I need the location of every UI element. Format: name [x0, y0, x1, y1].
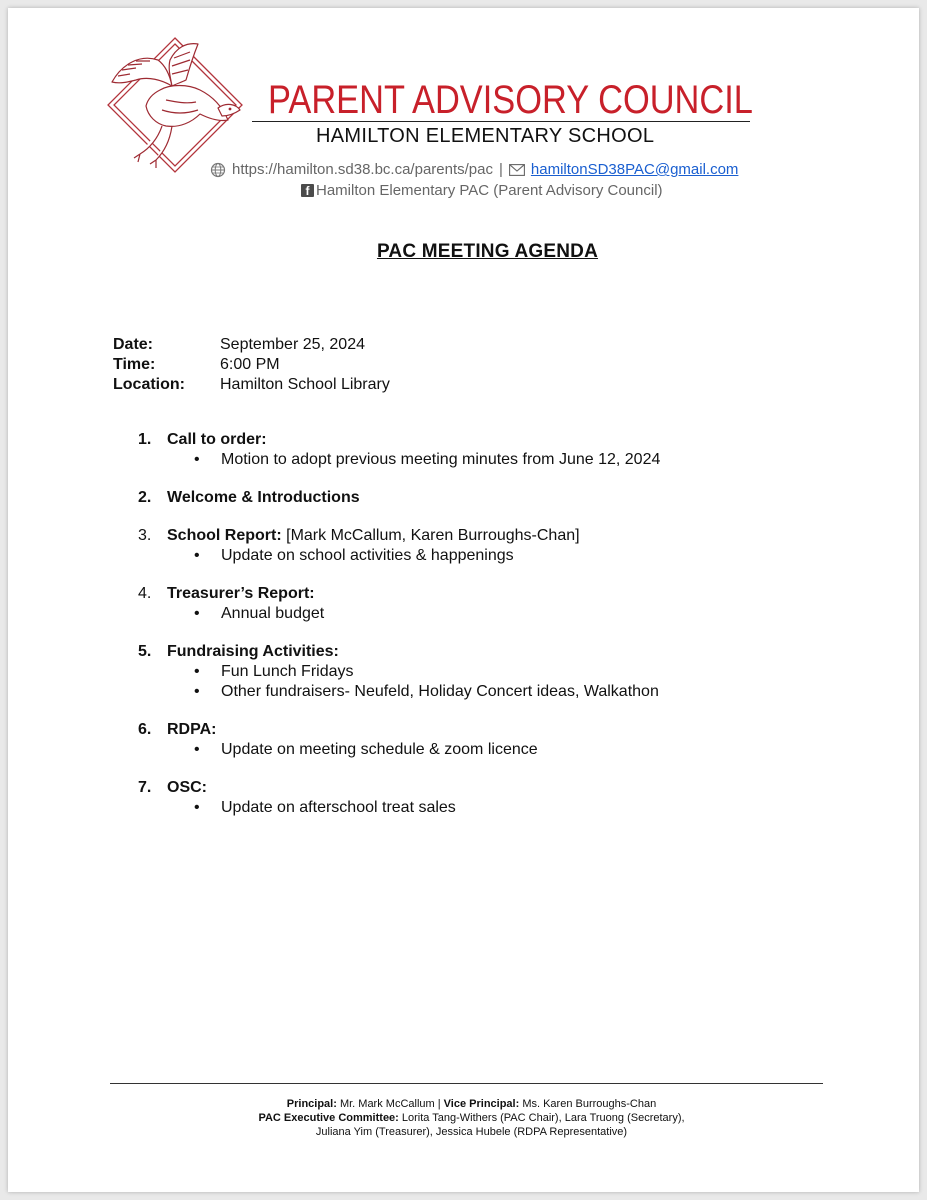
exec-committee-value: Lorita Tang-Withers (PAC Chair), Lara Truong (Secretary),: [398, 1112, 685, 1124]
globe-icon: [210, 162, 226, 178]
envelope-icon: [509, 164, 525, 176]
vice-principal-value: Ms. Karen Burroughs-Chan: [519, 1098, 657, 1110]
date-value: September 25, 2024: [220, 336, 365, 353]
bullet-text: Update on school activities & happenings: [221, 547, 514, 564]
date-row: [113, 335, 390, 355]
list-item: • Other fundraisers- Neufeld, Holiday Concert ideas, Walkathon: [194, 683, 659, 700]
footer: [16, 1097, 927, 1139]
footer-line-3: Juliana Yim (Treasurer), Jessica Hubele (RDPA Representative): [315, 1126, 628, 1138]
bullet-text: Update on meeting schedule & zoom licence: [221, 741, 538, 758]
item-number: 5.: [138, 643, 152, 660]
item-number: 6.: [138, 721, 152, 738]
list-item: • Motion to adopt previous meeting minutes from June 12, 2024: [194, 451, 661, 468]
title-divider: [252, 121, 750, 122]
facebook-icon: f: [301, 184, 314, 197]
item-number: 7.: [138, 779, 152, 796]
item-title: RDPA:: [167, 721, 217, 738]
contact-line: [210, 161, 738, 178]
email-link[interactable]: hamiltonSD38PAC@gmail.com: [530, 161, 739, 178]
item-number: 2.: [138, 489, 152, 506]
school-name: HAMILTON ELEMENTARY SCHOOL: [316, 125, 655, 147]
agenda-item: [138, 778, 660, 818]
list-item: • Fun Lunch Fridays: [194, 663, 354, 680]
exec-committee-label: PAC Executive Committee:: [258, 1112, 399, 1124]
list-item: • Annual budget: [194, 605, 325, 622]
item-title: Treasurer’s Report:: [167, 585, 315, 602]
list-item: • Update on afterschool treat sales: [194, 799, 456, 816]
bullet-text: Annual budget: [221, 605, 325, 622]
time-label: Time:: [113, 356, 156, 373]
footer-line-1: [16, 1097, 927, 1111]
meeting-details: [113, 335, 390, 395]
list-item: • Update on meeting schedule & zoom licence: [194, 741, 538, 758]
location-row: [113, 375, 390, 395]
time-row: [113, 355, 390, 375]
org-title: PARENT ADVISORY COUNCIL: [268, 78, 753, 122]
footer-divider: [110, 1083, 823, 1084]
list-item: • Update on school activities & happenings: [194, 547, 514, 564]
agenda-item: [138, 720, 660, 760]
bullet-text: Motion to adopt previous meeting minutes from June 12, 2024: [221, 451, 661, 468]
bullet-text: Fun Lunch Fridays: [221, 663, 354, 680]
page-title: PAC MEETING AGENDA: [376, 241, 599, 262]
vice-principal-label: Vice Principal:: [443, 1098, 520, 1110]
item-title: School Report:: [167, 527, 282, 544]
agenda-list: [138, 430, 660, 818]
principal-label: Principal:: [286, 1098, 337, 1110]
item-title: Fundraising Activities:: [167, 643, 339, 660]
item-detail: [Mark McCallum, Karen Burroughs-Chan]: [281, 527, 580, 544]
facebook-line: [301, 182, 663, 199]
website-link[interactable]: https://hamilton.sd38.bc.ca/parents/pac: [232, 161, 493, 178]
eagle-logo: [100, 30, 250, 180]
item-title: Call to order:: [167, 431, 267, 448]
bullet-text: Other fundraisers- Neufeld, Holiday Concert ideas, Walkathon: [221, 683, 659, 700]
contact-separator: |: [498, 161, 503, 178]
date-label: Date:: [113, 336, 154, 353]
agenda-item: [138, 642, 660, 702]
facebook-page-name[interactable]: Hamilton Elementary PAC (Parent Advisory Council): [316, 182, 663, 199]
item-number: 3.: [138, 527, 152, 544]
item-number: 4.: [138, 585, 152, 602]
agenda-item: [138, 584, 660, 624]
bullet-text: Update on afterschool treat sales: [221, 799, 456, 816]
item-title: OSC:: [167, 779, 207, 796]
principal-value: Mr. Mark McCallum |: [336, 1098, 444, 1110]
footer-line-2: [16, 1111, 927, 1125]
agenda-item: [138, 526, 660, 566]
agenda-item: [138, 488, 660, 508]
item-title: Welcome & Introductions: [167, 489, 360, 506]
time-value: 6:00 PM: [220, 356, 280, 373]
item-number: 1.: [138, 431, 152, 448]
agenda-item: [138, 430, 660, 470]
document-page: [8, 8, 919, 1192]
location-value: Hamilton School Library: [220, 376, 390, 393]
location-label: Location:: [113, 376, 185, 393]
